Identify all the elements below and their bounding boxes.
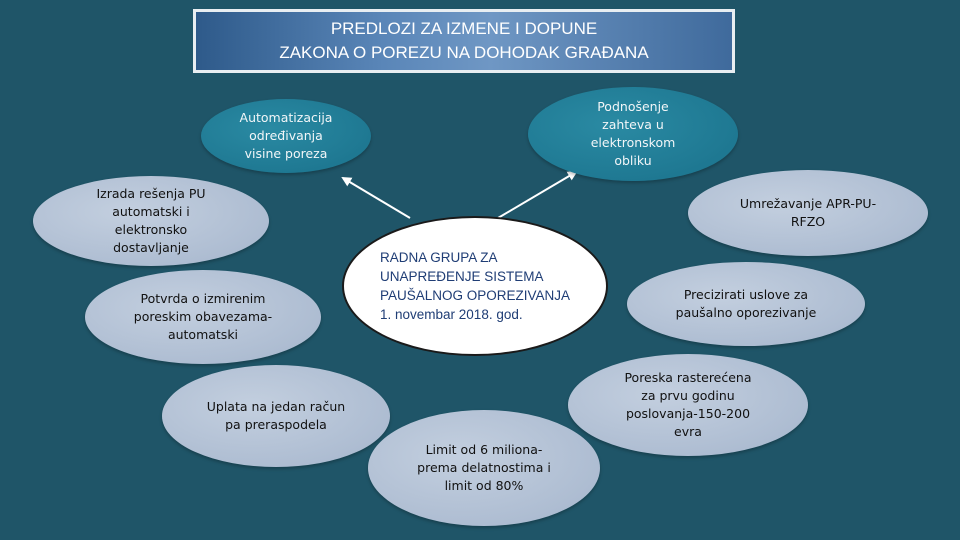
node-potvrda: Potvrda o izmirenim poreskim obavezama- automatski xyxy=(85,270,321,364)
node-rasterecenja: Poreska rasterećena za prvu godinu poslovanja-150-200 evra xyxy=(568,354,808,456)
node-automatizacija: Automatizacija određivanja visine poreza xyxy=(201,99,371,173)
center-node-radna-grupa: RADNA GRUPA ZA UNAPREĐENJE SISTEMA PAUŠALNOG OPOREZIVANJA 1. novembar 2018. god. xyxy=(342,216,608,356)
node-precizirati: Precizirati uslove za paušalno oporezivanje xyxy=(627,262,865,346)
node-umrezavanje: Umrežavanje APR-PU- RFZO xyxy=(688,170,928,256)
title-line-1: PREDLOZI ZA IZMENE I DOPUNE xyxy=(330,19,598,38)
node-podnosenje: Podnošenje zahteva u elektronskom obliku xyxy=(528,87,738,181)
arrow-to-automatizacija xyxy=(343,178,410,218)
node-izrada: Izrada rešenja PU automatski i elektronsko dostavljanje xyxy=(33,176,269,266)
arrow-to-podnosenje xyxy=(498,172,576,218)
title-box xyxy=(193,9,735,73)
title-line-2: ZAKONA O POREZU NA DOHODAK GRAĐANA xyxy=(279,43,649,62)
node-uplata: Uplata na jedan račun pa preraspodela xyxy=(162,365,390,467)
node-limit: Limit od 6 miliona- prema delatnostima i limit od 80% xyxy=(368,410,600,526)
